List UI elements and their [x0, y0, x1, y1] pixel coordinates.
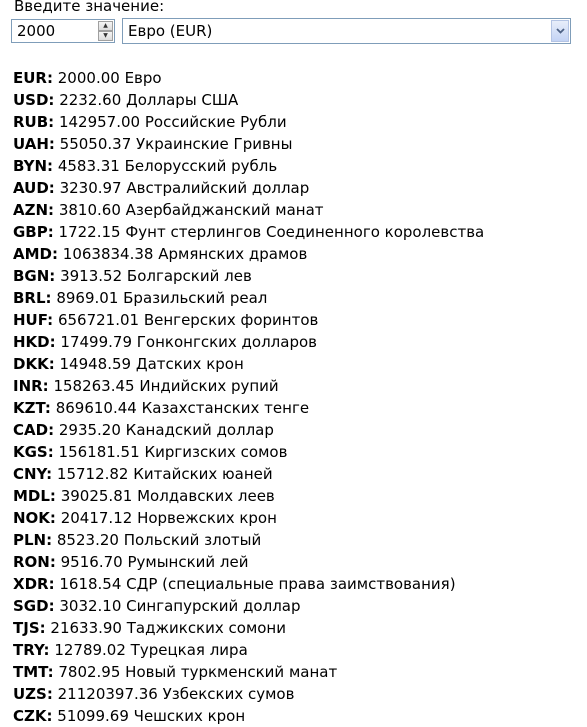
currency-name: Украинские Гривны	[136, 135, 293, 153]
conversion-row	[13, 309, 484, 331]
currency-code: CZK:	[13, 707, 53, 725]
currency-code: BGN:	[13, 267, 56, 285]
currency-name: Венгерских форинтов	[143, 311, 319, 329]
converted-amount: 1618.54	[59, 575, 122, 593]
currency-code: NOK:	[13, 509, 56, 527]
conversion-row	[13, 683, 484, 705]
currency-name: Доллары США	[126, 91, 239, 109]
currency-code: PLN:	[13, 531, 53, 549]
currency-select-value: Евро (EUR)	[128, 22, 213, 40]
conversion-row	[13, 441, 484, 463]
currency-name: Польский злотый	[123, 531, 262, 549]
converted-amount: 156181.51	[58, 443, 140, 461]
currency-name: Китайских юаней	[133, 465, 273, 483]
currency-code: CAD:	[13, 421, 55, 439]
conversion-row	[13, 331, 484, 353]
converted-amount: 3230.97	[59, 179, 122, 197]
conversion-row	[13, 221, 484, 243]
currency-code: USD:	[13, 91, 55, 109]
conversion-row	[13, 397, 484, 419]
currency-code: BYN:	[13, 157, 54, 175]
converted-amount: 21120397.36	[57, 685, 158, 703]
conversion-row	[13, 155, 484, 177]
currency-code: XDR:	[13, 575, 55, 593]
currency-code: KZT:	[13, 399, 51, 417]
amount-input-value: 2000	[17, 22, 56, 40]
conversion-row	[13, 485, 484, 507]
currency-name: Новый туркменский манат	[125, 663, 338, 681]
currency-name: Таджикских сомони	[126, 619, 286, 637]
conversion-row	[13, 353, 484, 375]
currency-name: Армянских драмов	[158, 245, 308, 263]
converted-amount: 7802.95	[58, 663, 121, 681]
currency-name: Канадский доллар	[125, 421, 274, 439]
currency-name: Сингапурский доллар	[126, 597, 301, 615]
conversion-row	[13, 639, 484, 661]
currency-name: Индийских рупий	[139, 377, 279, 395]
chevron-down-icon[interactable]	[551, 20, 569, 42]
conversion-row	[13, 507, 484, 529]
currency-code: HUF:	[13, 311, 54, 329]
conversion-row	[13, 287, 484, 309]
currency-code: RON:	[13, 553, 56, 571]
currency-name: Азербайджанский манат	[125, 201, 324, 219]
conversion-row	[13, 67, 484, 89]
amount-prompt-label: Введите значение:	[14, 0, 165, 15]
converted-amount: 1063834.38	[62, 245, 154, 263]
currency-name: Турецкая лира	[130, 641, 248, 659]
conversion-row	[13, 419, 484, 441]
conversion-row	[13, 133, 484, 155]
conversion-row	[13, 595, 484, 617]
converted-amount: 2935.20	[58, 421, 121, 439]
conversion-row	[13, 177, 484, 199]
currency-name: Казахстанских тенге	[141, 399, 310, 417]
converted-amount: 55050.37	[59, 135, 132, 153]
conversion-row	[13, 111, 484, 133]
currency-name: Румынский лей	[127, 553, 249, 571]
converted-amount: 51099.69	[57, 707, 129, 725]
converted-amount: 15712.82	[56, 465, 129, 483]
converted-amount: 17499.79	[60, 333, 132, 351]
converted-amount: 20417.12	[60, 509, 133, 527]
currency-name: Киргизских сомов	[144, 443, 288, 461]
amount-spinner[interactable]	[98, 21, 113, 41]
currency-name: Болгарский лев	[126, 267, 252, 285]
converted-amount: 8969.01	[56, 289, 119, 307]
converted-amount: 869610.44	[55, 399, 137, 417]
converted-amount: 4583.31	[57, 157, 120, 175]
conversion-row	[13, 375, 484, 397]
currency-code: AZN:	[13, 201, 55, 219]
converted-amount: 14948.59	[59, 355, 132, 373]
currency-name: Белорусский рубль	[124, 157, 278, 175]
currency-code: AUD:	[13, 179, 55, 197]
currency-code: CNY:	[13, 465, 53, 483]
currency-name: Датских крон	[135, 355, 244, 373]
currency-code: EUR:	[13, 69, 53, 87]
currency-code: BRL:	[13, 289, 52, 307]
converted-amount: 2000.00	[57, 69, 120, 87]
currency-code: RUB:	[13, 113, 55, 131]
currency-code: UAH:	[13, 135, 55, 153]
converter-controls	[11, 18, 571, 44]
currency-name: Чешских крон	[133, 707, 246, 725]
converted-amount: 158263.45	[53, 377, 135, 395]
currency-name: Молдавских леев	[137, 487, 275, 505]
conversion-row	[13, 463, 484, 485]
currency-code: MDL:	[13, 487, 56, 505]
converted-amount: 8523.20	[56, 531, 119, 549]
currency-code: TMT:	[13, 663, 54, 681]
currency-name: Фунт стерлингов Соединенного королевства	[125, 223, 485, 241]
currency-name: Евро	[124, 69, 162, 87]
conversion-row	[13, 265, 484, 287]
currency-code: KGS:	[13, 443, 54, 461]
conversion-results-list	[13, 67, 484, 727]
currency-code: HKD:	[13, 333, 56, 351]
converted-amount: 39025.81	[60, 487, 133, 505]
currency-name: Австралийский доллар	[126, 179, 310, 197]
spinner-down-icon[interactable]: ▼	[98, 31, 113, 41]
currency-code: TRY:	[13, 641, 50, 659]
converted-amount: 656721.01	[57, 311, 140, 329]
conversion-row	[13, 705, 484, 727]
converted-amount: 9516.70	[60, 553, 123, 571]
currency-code: UZS:	[13, 685, 53, 703]
converted-amount: 21633.90	[50, 619, 122, 637]
amount-input[interactable]	[11, 19, 115, 43]
conversion-row	[13, 243, 484, 265]
converted-amount: 2232.60	[59, 91, 122, 109]
currency-code: DKK:	[13, 355, 55, 373]
converted-amount: 12789.02	[54, 641, 126, 659]
conversion-row	[13, 89, 484, 111]
converted-amount: 3032.10	[59, 597, 122, 615]
conversion-row	[13, 199, 484, 221]
currency-name: Узбекских сумов	[162, 685, 295, 703]
converted-amount: 3810.60	[58, 201, 121, 219]
currency-name: Норвежских крон	[137, 509, 277, 527]
currency-code: GBP:	[13, 223, 54, 241]
currency-code: INR:	[13, 377, 49, 395]
currency-name: Бразильский реал	[123, 289, 268, 307]
currency-code: TJS:	[13, 619, 46, 637]
converted-amount: 142957.00	[58, 113, 141, 131]
conversion-row	[13, 551, 484, 573]
conversion-row	[13, 617, 484, 639]
currency-name: Гонконгских долларов	[136, 333, 317, 351]
currency-code: SGD:	[13, 597, 55, 615]
conversion-row	[13, 661, 484, 683]
currency-code: AMD:	[13, 245, 58, 263]
currency-select[interactable]	[122, 18, 571, 44]
converted-amount: 3913.52	[60, 267, 123, 285]
conversion-row	[13, 529, 484, 551]
converted-amount: 1722.15	[58, 223, 121, 241]
spinner-up-icon[interactable]: ▲	[98, 21, 113, 31]
conversion-row	[13, 573, 484, 595]
currency-name: СДР (специальные права заимствования)	[126, 575, 456, 593]
currency-name: Российские Рубли	[144, 113, 287, 131]
